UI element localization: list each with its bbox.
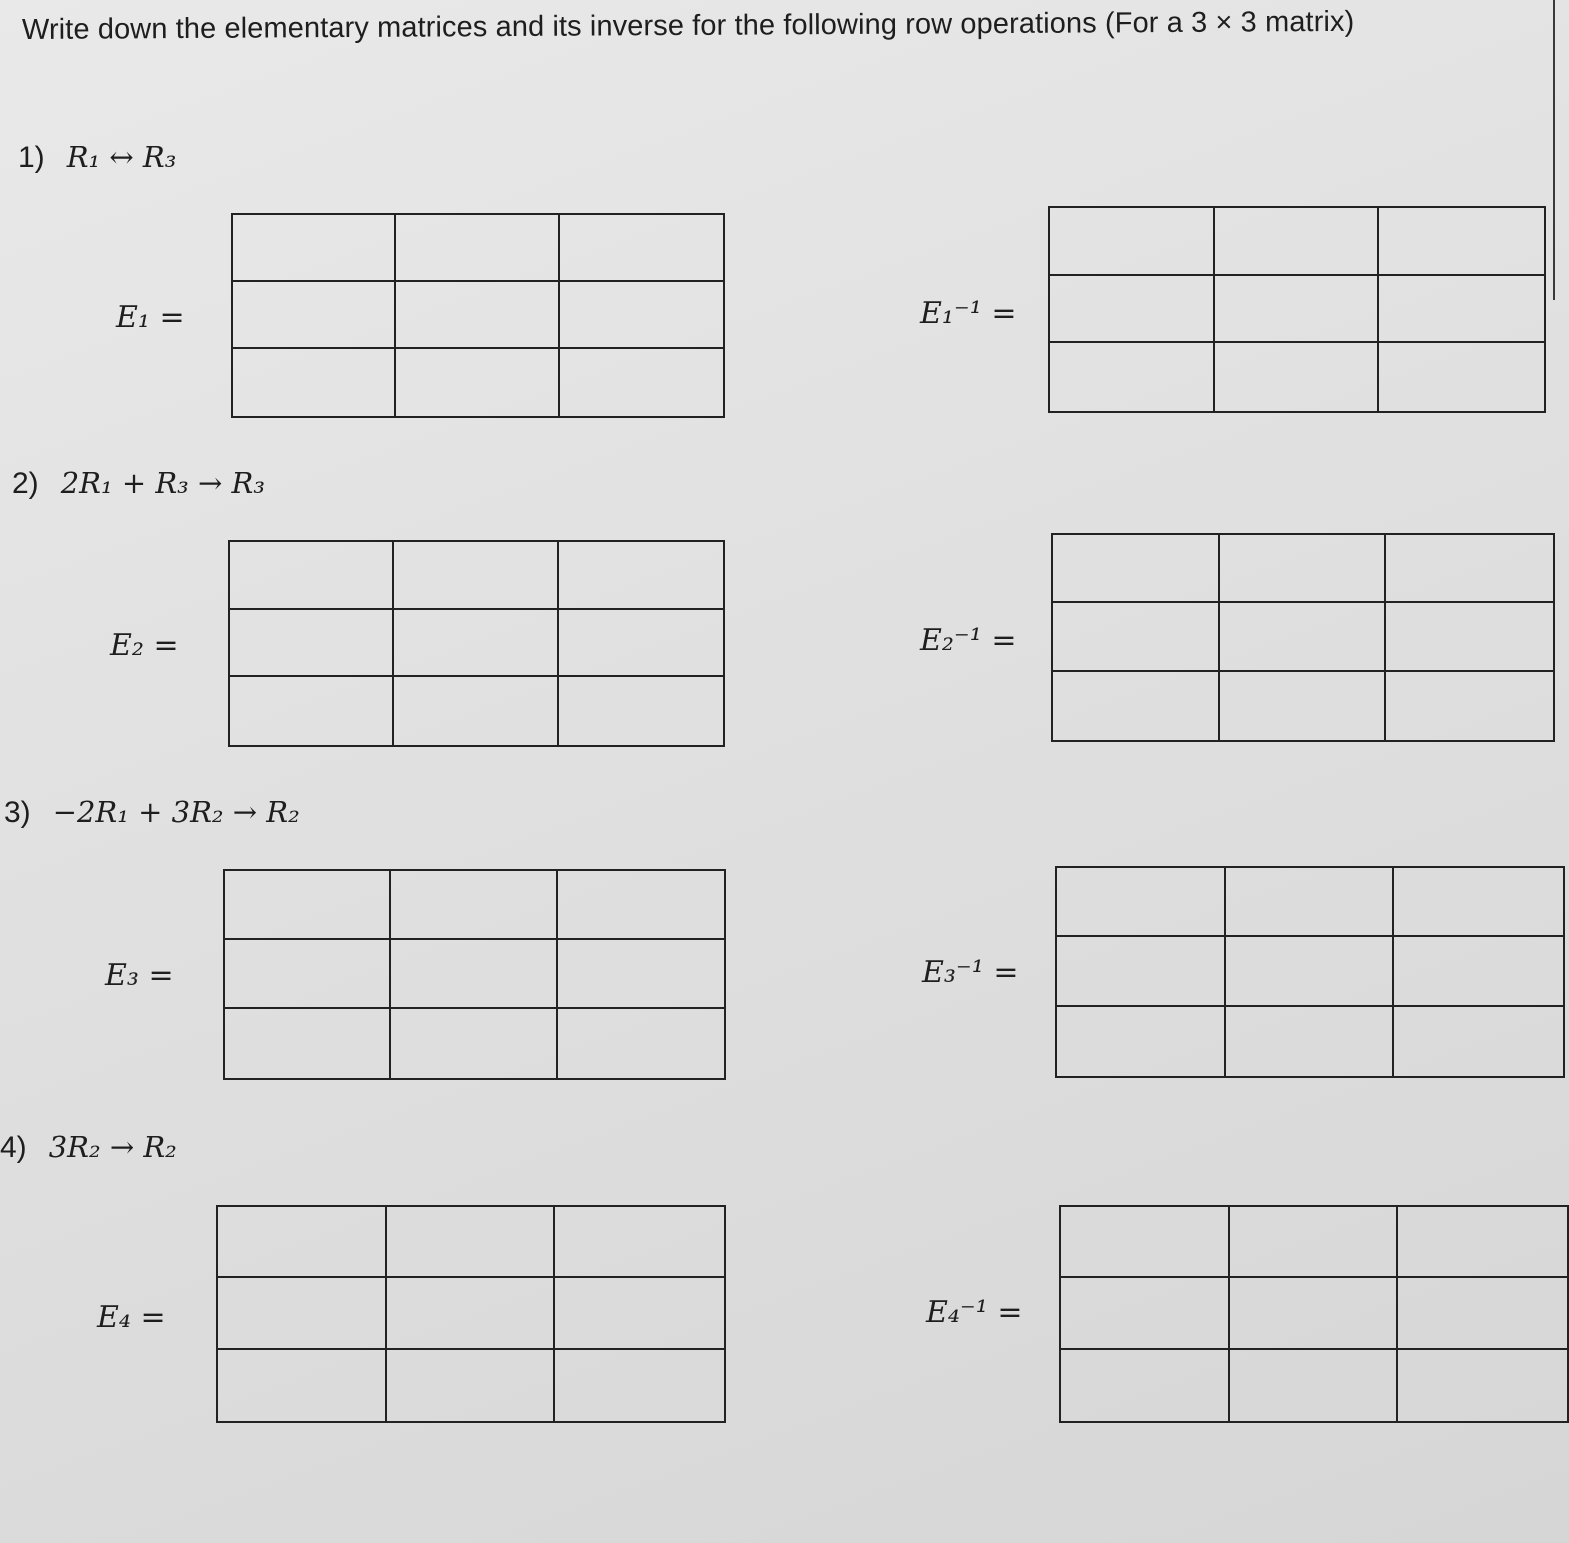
e4-inverse-matrix-grid[interactable] — [1059, 1205, 1569, 1423]
matrix-cell-r3-c3[interactable] — [1386, 672, 1553, 740]
matrix-cell-r3-c1[interactable] — [1057, 1007, 1226, 1076]
matrix-cell-r2-c2[interactable] — [396, 282, 559, 349]
e1-inverse-label: E₁⁻¹ = — [920, 296, 1017, 331]
matrix-cell-r3-c1[interactable] — [233, 349, 396, 416]
matrix-cell-r1-c3[interactable] — [558, 871, 724, 940]
matrix-cell-r3-c2[interactable] — [391, 1009, 557, 1078]
matrix-cell-r1-c1[interactable] — [218, 1207, 387, 1278]
matrix-cell-r3-c1[interactable] — [230, 677, 394, 745]
matrix-cell-r1-c1[interactable] — [1061, 1207, 1230, 1278]
row-operation: 2R₁ + R₃ → R₃ — [60, 466, 265, 500]
e2-label: E₂ = — [110, 628, 179, 663]
matrix-cell-r1-c1[interactable] — [225, 871, 391, 940]
matrix-cell-r1-c3[interactable] — [1379, 208, 1544, 276]
e1-label: E₁ = — [116, 300, 185, 335]
matrix-cell-r1-c2[interactable] — [394, 542, 558, 610]
matrix-cell-r3-c2[interactable] — [394, 677, 558, 745]
e3-inverse-label: E₃⁻¹ = — [922, 955, 1019, 990]
matrix-cell-r3-c2[interactable] — [1220, 672, 1387, 740]
matrix-cell-r3-c3[interactable] — [1398, 1350, 1567, 1421]
matrix-cell-r2-c2[interactable] — [387, 1278, 556, 1349]
problem-3-label — [4, 795, 300, 830]
matrix-cell-r2-c2[interactable] — [1226, 937, 1395, 1006]
e2-matrix-grid[interactable] — [228, 540, 725, 747]
matrix-cell-r3-c3[interactable] — [560, 349, 723, 416]
matrix-cell-r2-c3[interactable] — [1394, 937, 1563, 1006]
matrix-cell-r1-c2[interactable] — [1226, 868, 1395, 937]
matrix-cell-r1-c3[interactable] — [559, 542, 723, 610]
e3-inverse-matrix-grid[interactable] — [1055, 866, 1565, 1078]
matrix-cell-r3-c2[interactable] — [1215, 343, 1380, 411]
matrix-cell-r3-c1[interactable] — [1050, 343, 1215, 411]
row-operation: −2R₁ + 3R₂ → R₂ — [52, 795, 300, 829]
e4-label: E₄ = — [97, 1300, 166, 1335]
matrix-cell-r1-c3[interactable] — [1398, 1207, 1567, 1278]
matrix-cell-r1-c2[interactable] — [1215, 208, 1380, 276]
matrix-cell-r1-c2[interactable] — [1230, 1207, 1399, 1278]
matrix-cell-r1-c2[interactable] — [1220, 535, 1387, 603]
matrix-cell-r3-c3[interactable] — [555, 1350, 724, 1421]
matrix-cell-r3-c3[interactable] — [1379, 343, 1544, 411]
matrix-cell-r2-c1[interactable] — [230, 610, 394, 678]
e3-label: E₃ = — [105, 958, 174, 993]
matrix-cell-r2-c1[interactable] — [225, 940, 391, 1009]
e2-inverse-matrix-grid[interactable] — [1051, 533, 1555, 742]
paper-edge — [1553, 0, 1555, 300]
e1-matrix-grid[interactable] — [231, 213, 725, 418]
row-operation: 3R₂ → R₂ — [48, 1130, 177, 1164]
matrix-cell-r3-c2[interactable] — [396, 349, 559, 416]
e4-matrix-grid[interactable] — [216, 1205, 726, 1423]
matrix-cell-r2-c2[interactable] — [394, 610, 558, 678]
matrix-cell-r1-c2[interactable] — [391, 871, 557, 940]
matrix-cell-r1-c3[interactable] — [1394, 868, 1563, 937]
matrix-cell-r1-c3[interactable] — [560, 215, 723, 282]
matrix-cell-r1-c3[interactable] — [555, 1207, 724, 1278]
matrix-cell-r2-c2[interactable] — [1230, 1278, 1399, 1349]
row-operation: R₁ ↔ R₃ — [66, 140, 177, 174]
matrix-cell-r2-c1[interactable] — [1061, 1278, 1230, 1349]
matrix-cell-r1-c2[interactable] — [396, 215, 559, 282]
matrix-cell-r3-c2[interactable] — [1230, 1350, 1399, 1421]
matrix-cell-r2-c1[interactable] — [233, 282, 396, 349]
matrix-cell-r2-c3[interactable] — [1379, 276, 1544, 344]
e2-inverse-label: E₂⁻¹ = — [920, 623, 1017, 658]
matrix-cell-r1-c1[interactable] — [233, 215, 396, 282]
matrix-cell-r2-c3[interactable] — [1386, 603, 1553, 671]
instruction-heading: Write down the elementary matrices and its inverse for the following row operations (For a 3 × 3 matrix) — [21, 5, 1355, 46]
problem-1-label — [18, 140, 176, 175]
matrix-cell-r3-c1[interactable] — [218, 1350, 387, 1421]
matrix-cell-r2-c1[interactable] — [1050, 276, 1215, 344]
matrix-cell-r3-c3[interactable] — [559, 677, 723, 745]
matrix-cell-r2-c2[interactable] — [1220, 603, 1387, 671]
matrix-cell-r2-c3[interactable] — [559, 610, 723, 678]
e3-matrix-grid[interactable] — [223, 869, 726, 1080]
problem-4-label — [0, 1130, 177, 1165]
problem-number: 2) — [12, 467, 39, 500]
problem-2-label — [12, 466, 265, 501]
e1-inverse-matrix-grid[interactable] — [1048, 206, 1546, 413]
matrix-cell-r2-c1[interactable] — [218, 1278, 387, 1349]
problem-number: 1) — [18, 141, 45, 174]
matrix-cell-r1-c3[interactable] — [1386, 535, 1553, 603]
matrix-cell-r2-c3[interactable] — [555, 1278, 724, 1349]
matrix-cell-r1-c2[interactable] — [387, 1207, 556, 1278]
matrix-cell-r3-c1[interactable] — [1053, 672, 1220, 740]
matrix-cell-r3-c3[interactable] — [1394, 1007, 1563, 1076]
matrix-cell-r1-c1[interactable] — [1050, 208, 1215, 276]
matrix-cell-r1-c1[interactable] — [1057, 868, 1226, 937]
matrix-cell-r3-c2[interactable] — [387, 1350, 556, 1421]
matrix-cell-r2-c3[interactable] — [1398, 1278, 1567, 1349]
matrix-cell-r2-c2[interactable] — [391, 940, 557, 1009]
matrix-cell-r3-c1[interactable] — [1061, 1350, 1230, 1421]
matrix-cell-r3-c1[interactable] — [225, 1009, 391, 1078]
matrix-cell-r1-c1[interactable] — [1053, 535, 1220, 603]
problem-number: 4) — [0, 1131, 27, 1164]
matrix-cell-r3-c3[interactable] — [558, 1009, 724, 1078]
matrix-cell-r2-c1[interactable] — [1057, 937, 1226, 1006]
matrix-cell-r2-c1[interactable] — [1053, 603, 1220, 671]
matrix-cell-r2-c3[interactable] — [558, 940, 724, 1009]
problem-number: 3) — [4, 796, 31, 829]
matrix-cell-r3-c2[interactable] — [1226, 1007, 1395, 1076]
matrix-cell-r2-c2[interactable] — [1215, 276, 1380, 344]
e4-inverse-label: E₄⁻¹ = — [926, 1295, 1023, 1330]
matrix-cell-r2-c3[interactable] — [560, 282, 723, 349]
matrix-cell-r1-c1[interactable] — [230, 542, 394, 610]
